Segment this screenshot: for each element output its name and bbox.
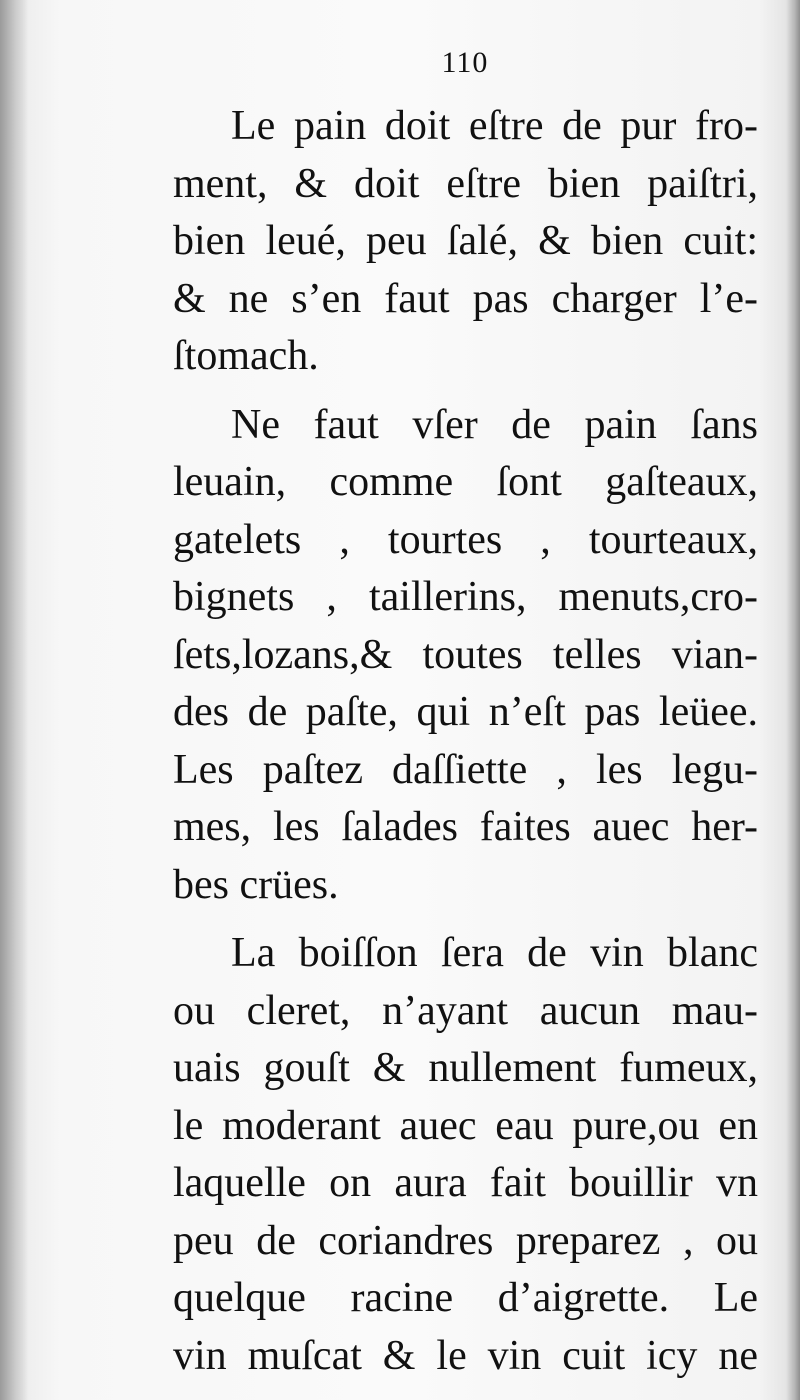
text-line: vin muſcat & le vin cuit icy ne <box>173 1332 758 1379</box>
text-line: & ne s’en faut pas charger l’e- <box>173 275 758 322</box>
page-gutter-shadow <box>0 0 28 1400</box>
text-line: ſtomach. <box>173 333 319 379</box>
text-line: Les paſtez daſſiette , les legu- <box>173 746 758 793</box>
paragraph <box>173 925 758 1385</box>
text-line: Ne faut vſer de pain ſans <box>231 401 758 448</box>
text-line: ment, & doit eſtre bien paiſtri, <box>173 160 758 207</box>
text-line: quelque racine d’aigrette. Le <box>173 1275 758 1321</box>
text-line: bien leué, peu ſalé, & bien cuit: <box>173 218 758 264</box>
paragraph <box>173 98 758 386</box>
text-line: ou cleret, n’ayant aucun mau- <box>173 987 758 1034</box>
text-line: des de paſte, qui n’eſt pas leüee. <box>173 689 758 735</box>
text-line: ſets,lozans,& toutes telles vian- <box>173 631 758 678</box>
text-line: bignets , taillerins, menuts,cro- <box>173 574 758 620</box>
text-line: bes crües. <box>173 861 339 908</box>
text-line: mes, les ſalades faites auec her- <box>173 804 758 850</box>
page-edge-shadow <box>786 0 800 1400</box>
text-line: La boiſſon ſera de vin blanc <box>231 930 758 976</box>
text-line: uais gouſt & nullement fumeux, <box>173 1045 758 1091</box>
page-number: 110 <box>441 46 489 79</box>
text-line: Le pain doit eſtre de pur fro- <box>231 103 758 149</box>
text-line: le moderant auec eau pure,ou en <box>173 1102 758 1149</box>
text-line: peu de coriandres preparez , ou <box>173 1217 758 1264</box>
text-line: gatelets , tourtes , tourteaux, <box>173 516 758 563</box>
text-line: laquelle on aura fait bouillir vn <box>173 1160 758 1206</box>
text-line: leuain, comme ſont gaſteaux, <box>173 459 758 505</box>
body-text <box>173 98 758 1385</box>
paragraph <box>173 397 758 915</box>
